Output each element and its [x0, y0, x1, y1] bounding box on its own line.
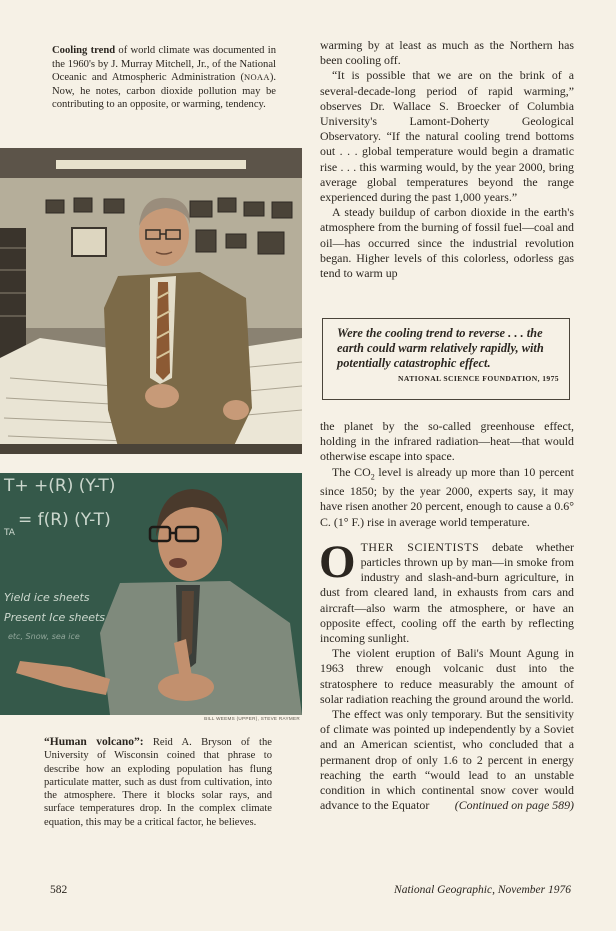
chalk-line-6: etc, Snow, sea ice — [8, 632, 80, 641]
body-paragraph: the planet by the so-called greenhouse effect, holding in the infrared radiation—heat—that would otherwise escape into space. — [320, 419, 574, 464]
chalk-line-2: = f(R) (Y-T) — [18, 510, 111, 530]
co2-text-b: level is already up more than 10 percent since 1850; by the year 2000, experts say, it may have risen another 20 percent, enough to cause a 0.6° C. (1° F.) rise in average world temperature. — [320, 464, 574, 529]
article-column-upper — [320, 38, 574, 281]
body-paragraph-last — [320, 707, 574, 813]
body-paragraph: warming by at least as much as the Northern has been cooling off. — [320, 38, 574, 68]
page-number: 582 — [50, 884, 68, 896]
photo-credit: BILL WEEMS (UPPER), STEVE RAYMER — [204, 716, 300, 721]
section-lead-caps: THER SCIENTISTS — [360, 539, 480, 554]
caption-top-lead: Cooling trend — [52, 45, 116, 56]
pull-quote-source: NATIONAL SCIENCE FOUNDATION, 1975 — [397, 374, 559, 383]
article-column-lower — [320, 419, 574, 813]
caption-top-text-b: ). Now, he notes, carbon dioxide pollution may be contributing to an opposite, or warming, tendency. — [52, 72, 276, 111]
co2-text-a: The CO — [332, 464, 371, 479]
photo-chalkboard-lecturer — [0, 473, 302, 715]
continued-note: (Continued on page 589) — [454, 798, 574, 813]
chalk-line-3: TA — [4, 528, 15, 538]
caption-bottom-text: Reid A. Bryson of the University of Wisconsin coined that phrase to describe how an exploding population has flung particulate matter, such as dust from cultivation, into the atmosphere. There it blocks solar rays, and surface temperatures drop. In the complex climate equation, this may be a critical factor, he believes. — [44, 737, 272, 828]
pull-quote-text: Were the cooling trend to reverse . . . the earth could warm relatively rapidly, with potentially catastrophic effect. — [337, 326, 544, 370]
chalk-line-1: T+ +(R) (Y-T) — [4, 476, 116, 496]
magazine-issue: National Geographic, November 1976 — [394, 884, 571, 896]
drop-cap: O — [319, 535, 356, 588]
section-lead-text: debate whether particles thrown up by man—in smoke from industry and slash-and-burn agriculture, in dust from cleared land, in exhausts from cars and aircraft—also warm the atmosphere, or have an opposite effect, cooling off the earth by reflecting incoming sunlight. — [320, 539, 574, 646]
body-paragraph-dropcap — [319, 535, 574, 646]
pull-quote-box — [322, 318, 570, 400]
caption-top-text-a: of world climate was documented in the 1960's by J. Murray Mitchell, Jr., of the National Oceanic and Atmospheric Administration ( — [52, 45, 276, 84]
chalk-line-4: Yield ice sheets — [4, 591, 90, 604]
chalk-line-5: Present Ice sheets — [4, 611, 106, 624]
photo-office-scientist — [0, 148, 302, 454]
body-paragraph-co2 — [320, 465, 574, 530]
caption-top — [52, 44, 276, 112]
body-paragraph: “It is possible that we are on the brink of a several-decade-long period of rapid warming,” observes Dr. Wallace S. Broecker of Columbia University's Lamont-Doherty Geological Observatory. “If the natural cooling trend bottoms out . . . global temperature would begin a dramatic rise . . . this warming would, by the year 2000, bring average global temperatures beyond the range experienced during the past 1,000 years.” — [320, 68, 574, 205]
body-paragraph: The violent eruption of Bali's Mount Agung in 1963 threw enough volcanic dust into the stratosphere to reduce measurably the amount of solar radiation reaching the ground around the world. — [320, 646, 574, 706]
co2-subscript: 2 — [370, 471, 375, 481]
caption-bottom — [44, 736, 272, 829]
caption-bottom-lead: “Human volcano”: — [44, 736, 144, 748]
caption-top-abbr: NOAA — [244, 72, 270, 83]
last-paragraph-text: The effect was only temporary. But the sensitivity of climate was pointed up independently by a Soviet and an American scientist, who concluded that a permanent drop of only 1.6 to 2 percent in energy reaching the earth “would lead to an unstable condition in which continental snow cover would advance to the Equator — [320, 707, 574, 813]
body-paragraph: A steady buildup of carbon dioxide in the earth's atmosphere from the burning of fossil fuel—coal and oil—has occurred since the industrial revolution began. Higher levels of this colorless, odorless gas tend to warm up — [320, 205, 574, 281]
